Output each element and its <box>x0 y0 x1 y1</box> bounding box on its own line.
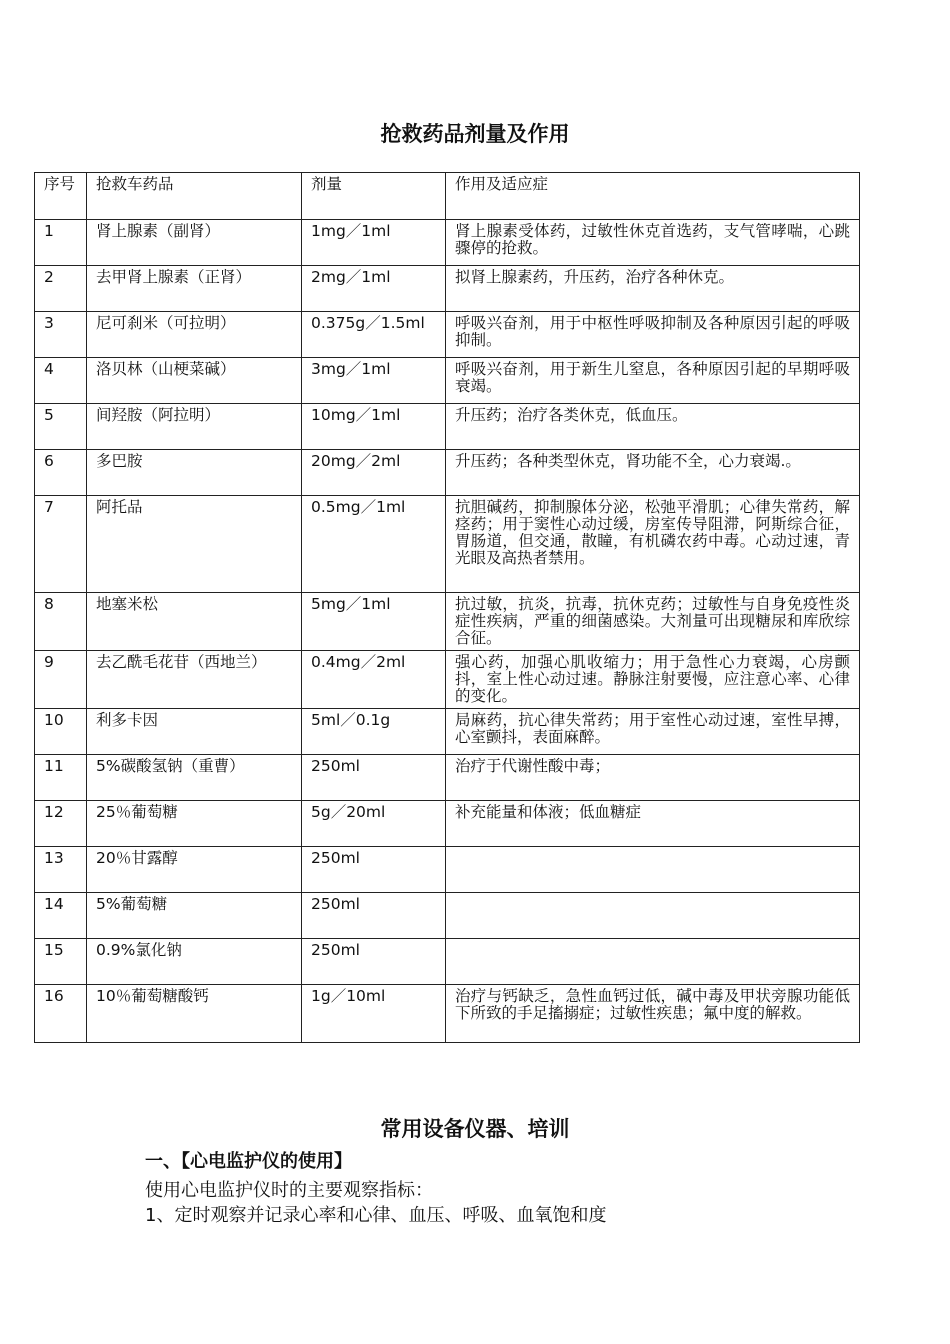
cell-dose: 250ml <box>302 893 446 939</box>
table-row <box>35 312 860 358</box>
table-row <box>35 709 860 755</box>
table-row <box>35 801 860 847</box>
cell-drug: 阿托品 <box>87 496 302 593</box>
section-heading: 一、【心电监护仪的使用】 <box>145 1151 352 1172</box>
cell-use: 拟肾上腺素药，升压药，治疗各种休克。 <box>446 266 860 312</box>
cell-no: 15 <box>35 939 87 985</box>
cell-drug: 多巴胺 <box>87 450 302 496</box>
cell-no: 5 <box>35 404 87 450</box>
section-text-line: 使用心电监护仪时的主要观察指标： <box>145 1180 433 1201</box>
cell-no: 9 <box>35 651 87 709</box>
cell-dose: 1mg／1ml <box>302 220 446 266</box>
cell-drug: 5%葡萄糖 <box>87 893 302 939</box>
cell-no: 10 <box>35 709 87 755</box>
cell-no: 2 <box>35 266 87 312</box>
cell-use: 升压药；各种类型休克，肾功能不全，心力衰竭.。 <box>446 450 860 496</box>
cell-no: 8 <box>35 593 87 651</box>
cell-no: 1 <box>35 220 87 266</box>
table-row <box>35 450 860 496</box>
cell-use: 呼吸兴奋剂，用于中枢性呼吸抑制及各种原因引起的呼吸抑制。 <box>446 312 860 358</box>
cell-use: 补充能量和体液；低血糖症 <box>446 801 860 847</box>
cell-drug: 洛贝林（山梗菜碱） <box>87 358 302 404</box>
cell-no: 4 <box>35 358 87 404</box>
cell-dose: 3mg／1ml <box>302 358 446 404</box>
cell-dose: 5mg／1ml <box>302 593 446 651</box>
cell-drug: 去甲肾上腺素（正肾） <box>87 266 302 312</box>
cell-drug: 0.9%氯化钠 <box>87 939 302 985</box>
table-row <box>35 358 860 404</box>
cell-use: 呼吸兴奋剂，用于新生儿窒息，各种原因引起的早期呼吸衰竭。 <box>446 358 860 404</box>
cell-dose: 0.4mg／2ml <box>302 651 446 709</box>
cell-dose: 20mg／2ml <box>302 450 446 496</box>
cell-no: 6 <box>35 450 87 496</box>
cell-use <box>446 847 860 893</box>
cell-dose: 250ml <box>302 847 446 893</box>
table-row <box>35 266 860 312</box>
table-row <box>35 847 860 893</box>
cell-no: 11 <box>35 755 87 801</box>
cell-drug: 10％葡萄糖酸钙 <box>87 985 302 1043</box>
cell-dose: 0.5mg／1ml <box>302 496 446 593</box>
cell-dose: 250ml <box>302 755 446 801</box>
cell-drug: 25％葡萄糖 <box>87 801 302 847</box>
cell-use <box>446 893 860 939</box>
cell-dose: 5g／20ml <box>302 801 446 847</box>
cell-dose: 2mg／1ml <box>302 266 446 312</box>
cell-use: 强心药，加强心肌收缩力；用于急性心力衰竭，心房颤抖，室上性心动过速。静脉注射要慢，应注意心率、心律的变化。 <box>446 651 860 709</box>
cell-no: 16 <box>35 985 87 1043</box>
section-text-line: 1、定时观察并记录心率和心律、血压、呼吸、血氧饱和度 <box>145 1205 607 1226</box>
section-title: 常用设备仪器、培训 <box>380 1116 570 1141</box>
table-row <box>35 939 860 985</box>
cell-drug: 肾上腺素（副肾） <box>87 220 302 266</box>
header-no: 序号 <box>35 173 87 220</box>
cell-dose: 0.375g／1.5ml <box>302 312 446 358</box>
cell-use: 升压药；治疗各类休克，低血压。 <box>446 404 860 450</box>
table-row <box>35 755 860 801</box>
table-row <box>35 496 860 593</box>
header-use: 作用及适应症 <box>446 173 860 220</box>
page-title: 抢救药品剂量及作用 <box>380 121 570 146</box>
cell-drug: 20％甘露醇 <box>87 847 302 893</box>
cell-dose: 10mg／1ml <box>302 404 446 450</box>
cell-no: 7 <box>35 496 87 593</box>
cell-use: 肾上腺素受体药，过敏性休克首选药，支气管哮喘，心跳骤停的抢救。 <box>446 220 860 266</box>
cell-no: 13 <box>35 847 87 893</box>
cell-use: 抗胆碱药，抑制腺体分泌，松弛平滑肌；心律失常药，解痉药；用于窦性心动过缓，房室传导阻滞，阿斯综合征，胃肠道，但交通，散瞳，有机磷农药中毒。心动过速，青光眼及高热者禁用。 <box>446 496 860 593</box>
header-drug: 抢救车药品 <box>87 173 302 220</box>
cell-use <box>446 939 860 985</box>
cell-no: 12 <box>35 801 87 847</box>
cell-drug: 利多卡因 <box>87 709 302 755</box>
cell-use: 局麻药，抗心律失常药；用于室性心动过速，室性早搏，心室颤抖，表面麻醉。 <box>446 709 860 755</box>
cell-use: 治疗与钙缺乏，急性血钙过低，碱中毒及甲状旁腺功能低下所致的手足搐搦症；过敏性疾患；氟中度的解救。 <box>446 985 860 1043</box>
table-row <box>35 404 860 450</box>
cell-drug: 5%碳酸氢钠（重曹） <box>87 755 302 801</box>
table-row <box>35 651 860 709</box>
cell-no: 14 <box>35 893 87 939</box>
cell-drug: 尼可刹米（可拉明） <box>87 312 302 358</box>
cell-drug: 间羟胺（阿拉明） <box>87 404 302 450</box>
cell-no: 3 <box>35 312 87 358</box>
cell-use: 抗过敏，抗炎，抗毒，抗休克药；过敏性与自身免疫性炎症性疾病，严重的细菌感染。大剂量可出现糖尿和库欣综合征。 <box>446 593 860 651</box>
table-header-row <box>35 173 860 220</box>
drug-table <box>34 172 860 1043</box>
table-row <box>35 220 860 266</box>
cell-dose: 250ml <box>302 939 446 985</box>
header-dose: 剂量 <box>302 173 446 220</box>
table-row <box>35 985 860 1043</box>
cell-drug: 去乙酰毛花苷（西地兰） <box>87 651 302 709</box>
cell-dose: 1g／10ml <box>302 985 446 1043</box>
table-row <box>35 593 860 651</box>
cell-use: 治疗于代谢性酸中毒； <box>446 755 860 801</box>
table-row <box>35 893 860 939</box>
cell-dose: 5ml／0.1g <box>302 709 446 755</box>
cell-drug: 地塞米松 <box>87 593 302 651</box>
